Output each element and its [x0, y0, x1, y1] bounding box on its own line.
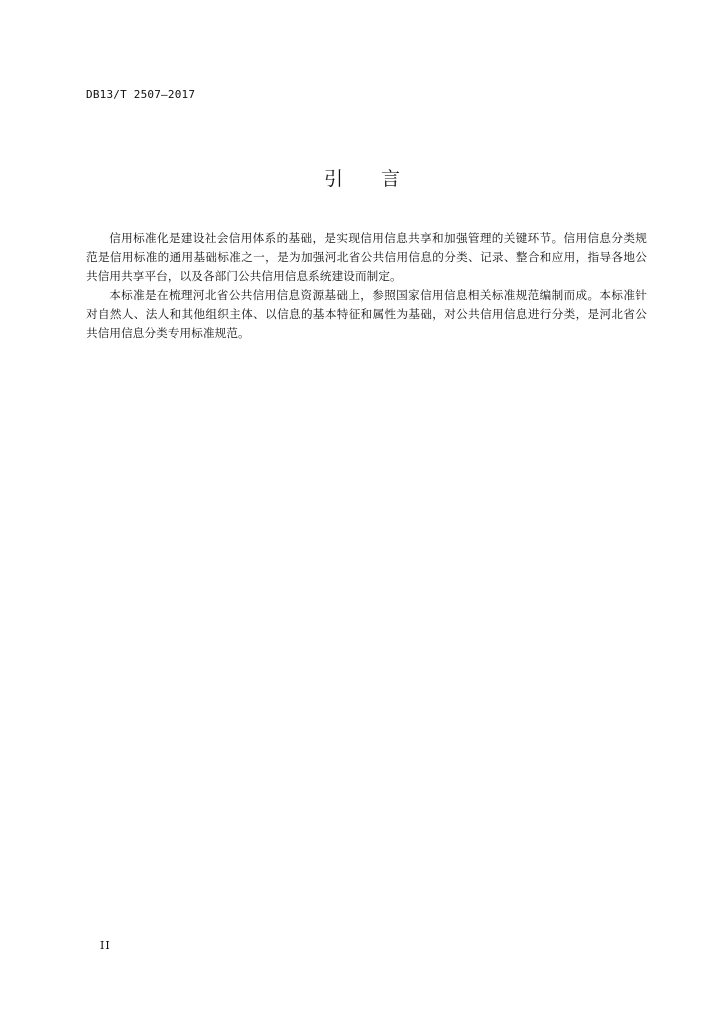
paragraph-1: 信用标准化是建设社会信用体系的基础，是实现信用信息共享和加强管理的关键环节。信用信息分类规范是信用标准的通用基础标准之一，是为加强河北省公共信用信息的分类、记录、整合和应用，指导各地公共信用共享平台，以及各部门公共信用信息系统建设而制定。 — [86, 231, 647, 283]
body-text — [86, 229, 647, 343]
page-number: II — [100, 939, 111, 952]
paragraph-2: 本标准是在梳理河北省公共信用信息资源基础上，参照国家信用信息相关标准规范编制而成。本标准针对自然人、法人和其他组织主体、以信息的基本特征和属性为基础，对公共信用信息进行分类，是河北省公共信用信息分类专用标准规范。 — [86, 288, 647, 340]
section-title: 引言 — [323, 168, 438, 190]
document-code: DB13/T 2507—2017 — [86, 88, 196, 101]
